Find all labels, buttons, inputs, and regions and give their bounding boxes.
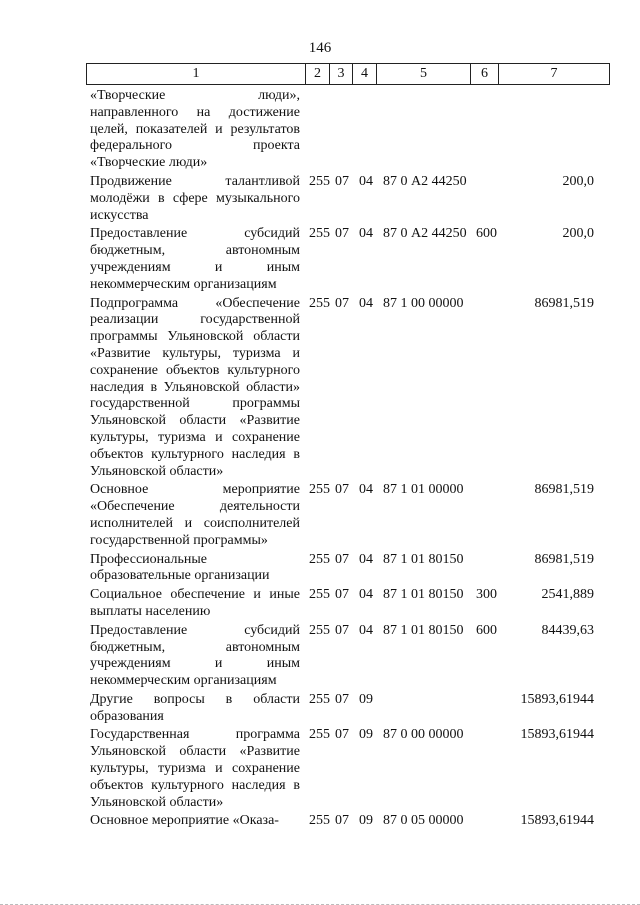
row-amount: 15893,61944	[520, 727, 594, 743]
row-code-chapter: 255	[309, 226, 330, 242]
row-code-subsection: 04	[359, 622, 373, 638]
table-row	[86, 296, 610, 481]
row-code-expense-type: 300	[476, 587, 497, 603]
row-code-target: 87 0 А2 44250	[383, 226, 467, 242]
row-amount: 200,0	[562, 173, 594, 189]
row-name: Основное мероприятие «Оказа-	[90, 813, 279, 829]
row-name: Подпрограмма «Обеспечение реализации государственной программы Ульяновской области «Развитие культуры, туризма и сохранение объектов культурного наследия в Ульяновской области» государственной программы Ульяновской области «Развитие культуры, туризма и сохранение объектов культурного наследия в Ульяновской области»	[90, 295, 300, 479]
row-code-subsection: 04	[359, 551, 373, 567]
row-code-section: 07	[335, 587, 349, 603]
row-code-target: 87 0 00 00000	[383, 727, 464, 743]
table-row	[86, 482, 610, 549]
row-code-chapter: 255	[309, 727, 330, 743]
row-name: Продвижение талантливой молодёжи в сфере музыкального искусства	[90, 173, 300, 223]
row-code-subsection: 04	[359, 295, 373, 311]
row-code-section: 07	[335, 813, 349, 829]
row-code-target: 87 0 А2 44250	[383, 173, 467, 189]
header-col-3: 3	[330, 64, 353, 84]
row-code-section: 07	[335, 691, 349, 707]
header-col-2: 2	[306, 64, 330, 84]
row-name: Профессиональные образовательные организации	[90, 551, 270, 584]
row-code-chapter: 255	[309, 587, 330, 603]
row-amount: 86981,519	[534, 295, 594, 311]
row-code-subsection: 04	[359, 482, 373, 498]
row-code-chapter: 255	[309, 295, 330, 311]
table-header	[86, 63, 610, 85]
header-col-6: 6	[471, 64, 499, 84]
row-code-subsection: 04	[359, 226, 373, 242]
row-code-target: 87 1 01 80150	[383, 551, 464, 567]
row-name: Предоставление субсидий бюджетным, автономным учреждениям и иным некоммерческим организациям	[90, 622, 300, 689]
row-code-subsection: 09	[359, 691, 373, 707]
row-code-target: 87 1 01 80150	[383, 622, 464, 638]
header-col-4: 4	[353, 64, 377, 84]
row-code-section: 07	[335, 173, 349, 189]
row-code-expense-type: 600	[476, 226, 497, 242]
table-row	[86, 587, 610, 621]
table-row	[86, 727, 610, 811]
row-code-chapter: 255	[309, 173, 330, 189]
row-name: Предоставление субсидий бюджетным, автономным учреждениям и иным некоммерческим организациям	[90, 226, 300, 292]
row-code-subsection: 04	[359, 587, 373, 603]
row-code-chapter: 255	[309, 622, 330, 638]
table-row	[86, 88, 610, 172]
row-code-section: 07	[335, 727, 349, 743]
row-code-subsection: 04	[359, 173, 373, 189]
row-code-chapter: 255	[309, 691, 330, 707]
header-col-7: 7	[550, 66, 558, 81]
row-code-section: 07	[335, 551, 349, 567]
row-amount: 200,0	[562, 226, 594, 242]
row-name: Социальное обеспечение и иные выплаты населению	[90, 587, 300, 619]
header-col-1: 1	[87, 64, 306, 84]
row-name: Государственная программа Ульяновской области «Развитие культуры, туризма и сохранение объектов культурного наследия в Ульяновской области»	[90, 727, 300, 810]
row-code-subsection: 09	[359, 813, 373, 829]
table-row	[86, 226, 610, 293]
table-row	[86, 552, 610, 586]
row-name: Основное мероприятие «Обеспечение деятельности исполнителей и соисполнителей государственной программы»	[90, 482, 300, 548]
table-body	[86, 88, 610, 832]
row-code-section: 07	[335, 622, 349, 638]
row-amount: 2541,889	[541, 587, 594, 603]
row-name: «Творческие люди», направленного на достижение целей, показателей и результатов федерального проекта «Творческие люди»	[90, 88, 300, 171]
header-col-5: 5	[377, 64, 471, 84]
row-name: Другие вопросы в области образования	[90, 691, 300, 724]
row-code-chapter: 255	[309, 482, 330, 498]
row-code-section: 07	[335, 226, 349, 242]
row-code-target: 87 0 05 00000	[383, 813, 464, 829]
row-amount: 15893,61944	[520, 691, 594, 707]
row-code-target: 87 1 00 00000	[383, 295, 464, 311]
table-row	[86, 174, 610, 224]
row-code-chapter: 255	[309, 813, 330, 829]
row-amount: 15893,61944	[520, 813, 594, 829]
row-code-target: 87 1 01 00000	[383, 482, 464, 498]
row-code-chapter: 255	[309, 551, 330, 567]
row-amount: 86981,519	[534, 551, 594, 567]
page-number: 146	[308, 40, 332, 56]
row-amount: 86981,519	[534, 482, 594, 498]
row-amount: 84439,63	[541, 622, 594, 638]
table-row	[86, 623, 610, 690]
table-row	[86, 692, 610, 726]
table-row	[86, 813, 610, 830]
row-code-section: 07	[335, 482, 349, 498]
row-code-expense-type: 600	[476, 622, 497, 638]
row-code-subsection: 09	[359, 727, 373, 743]
row-code-target: 87 1 01 80150	[383, 587, 464, 603]
row-code-section: 07	[335, 295, 349, 311]
